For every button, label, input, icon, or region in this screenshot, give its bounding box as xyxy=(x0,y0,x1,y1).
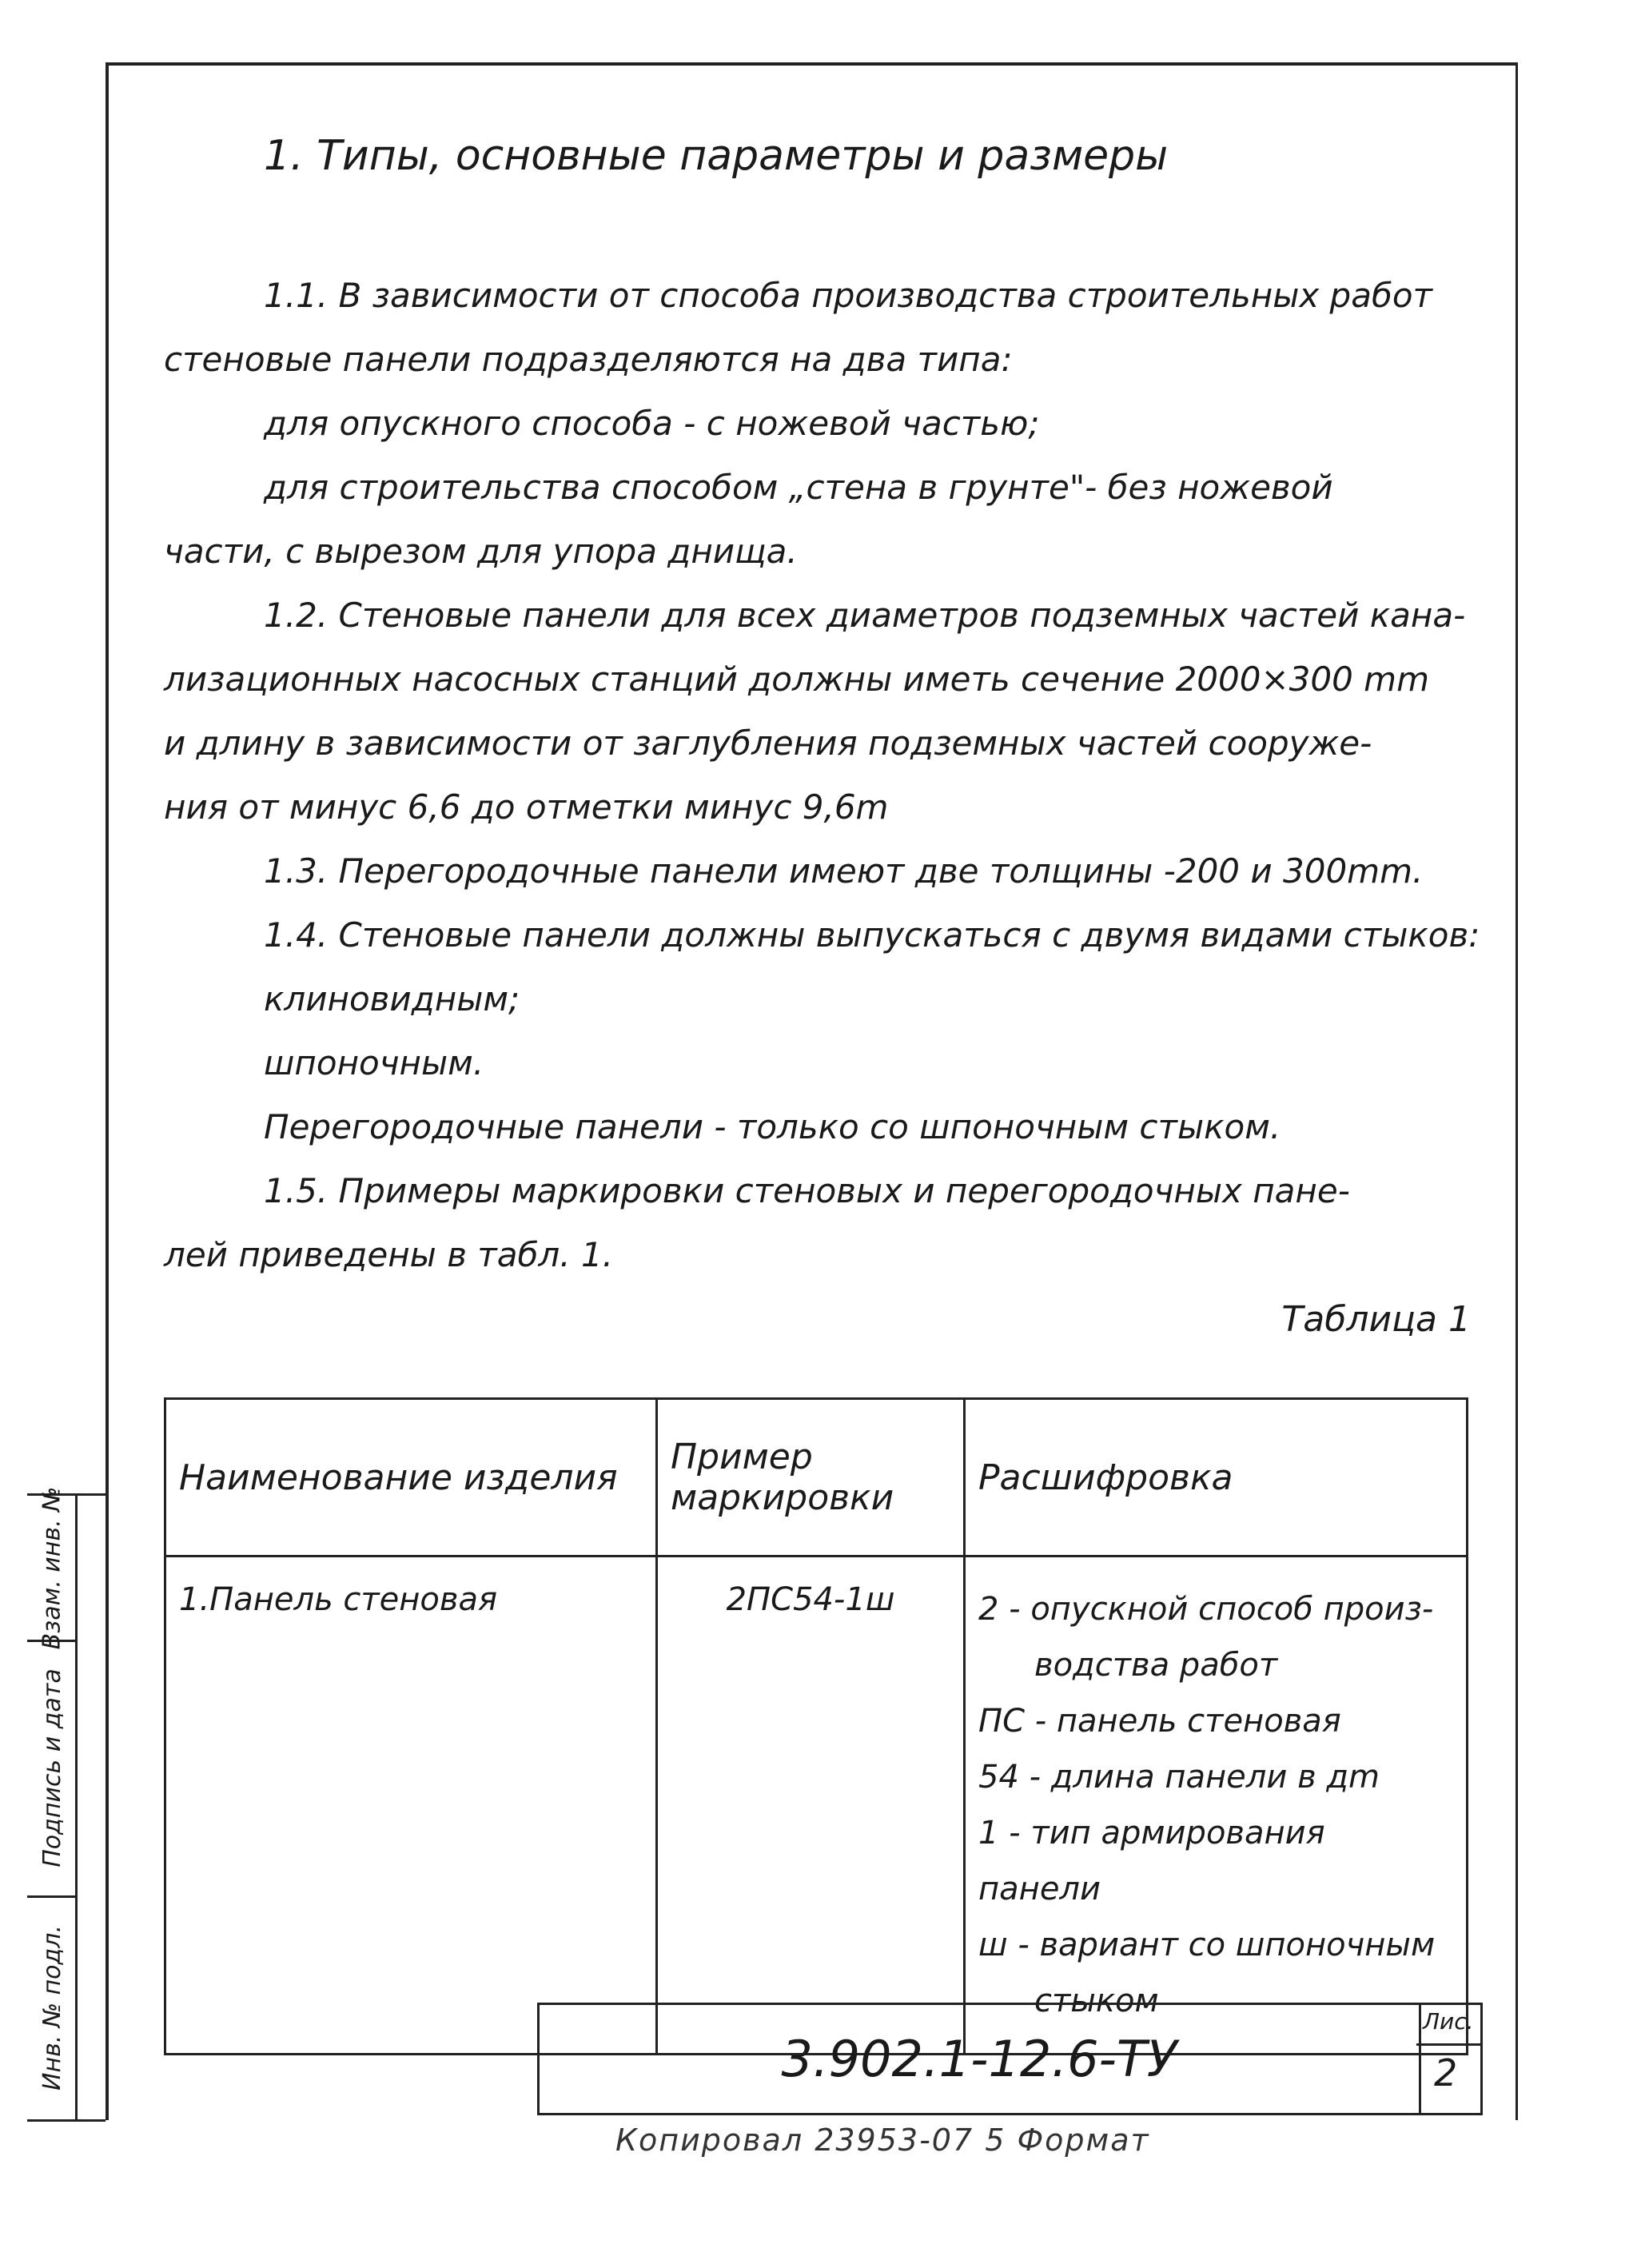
text-line: клиновидным; xyxy=(264,979,520,1018)
cell-decoding xyxy=(965,1557,1468,2055)
table-caption: Таблица 1 xyxy=(1281,1299,1471,1340)
decoding-line: водства работ xyxy=(1034,1647,1278,1684)
table-row xyxy=(165,1557,1468,2055)
text-line: 1.5. Примеры маркировки стеновых и перегородочных пане- xyxy=(264,1171,1350,1210)
header-marking-example: Пример маркировки xyxy=(657,1399,965,1557)
decoding-line: ш - вариант со шпоночным xyxy=(978,1927,1436,1963)
side-strip-divider xyxy=(75,1496,78,2119)
text-line: и длину в зависимости от заглубления подземных частей сооруже- xyxy=(164,723,1372,763)
header-product-name: Наименование изделия xyxy=(165,1399,657,1557)
table-header-row xyxy=(165,1399,1468,1557)
text-line: лизационных насосных станций должны иметь сечение 2000×300 mm xyxy=(164,660,1429,699)
sheet-number: 2 xyxy=(1434,2051,1458,2095)
text-line: 1.4. Стеновые панели должны выпускаться с двумя видами стыков: xyxy=(264,915,1480,955)
decoding-line: стыком xyxy=(1034,1983,1159,2019)
text-line: ния от минус 6,6 до отметки минус 9,6m xyxy=(164,787,889,827)
header-decoding: Расшифровка xyxy=(965,1399,1468,1557)
title-block-code: 3.902.1-12.6-ТУ xyxy=(537,2003,1421,2115)
text-line: 1.2. Стеновые панели для всех диаметров подземных частей кана- xyxy=(264,596,1466,635)
cell-product-name: 1.Панель стеновая xyxy=(165,1557,657,2055)
text-line: шпоночным. xyxy=(264,1043,484,1082)
sheet-label: Лис. xyxy=(1423,2008,1474,2035)
side-label-replaced-inv: Взам. инв. № xyxy=(38,1486,66,1649)
text-line: Перегородочные панели - только со шпоночным стыком. xyxy=(264,1107,1281,1146)
sheet-number-box xyxy=(1416,2003,1483,2115)
side-label-signature-date: Подпись и дата xyxy=(38,1668,66,1867)
text-line: части, с вырезом для упора днища. xyxy=(164,532,798,571)
copy-footer: Копировал 23953-07 5 Формат xyxy=(615,2123,1150,2158)
text-line: 1.1. В зависимости от способа производства строительных работ xyxy=(264,276,1433,315)
marking-table xyxy=(164,1397,1468,2055)
text-line: для опускного способа - с ножевой частью; xyxy=(264,404,1040,443)
decoding-line: 2 - опускной способ произ- xyxy=(978,1591,1434,1628)
cell-marking: 2ПС54-1ш xyxy=(657,1557,965,2055)
text-line: стеновые панели подразделяются на два типа: xyxy=(164,340,1013,379)
side-stamp-strip xyxy=(27,1486,106,2122)
decoding-line: 1 - тип армирования панели xyxy=(978,1815,1325,1907)
text-line: лей приведены в табл. 1. xyxy=(164,1235,614,1274)
side-label-inv-original: Инв. № подл. xyxy=(38,1924,66,2091)
section-heading: 1. Типы, основные параметры и размеры xyxy=(264,132,1169,180)
decoding-line: 54 - длина панели в дm xyxy=(978,1759,1380,1796)
decoding-line: ПС - панель стеновая xyxy=(978,1703,1341,1740)
sheet-divider xyxy=(1416,2043,1480,2046)
text-line: для строительства способом „стена в грунте"- без ножевой xyxy=(264,468,1333,507)
text-line: 1.3. Перегородочные панели имеют две толщины -200 и 300mm. xyxy=(264,851,1424,891)
